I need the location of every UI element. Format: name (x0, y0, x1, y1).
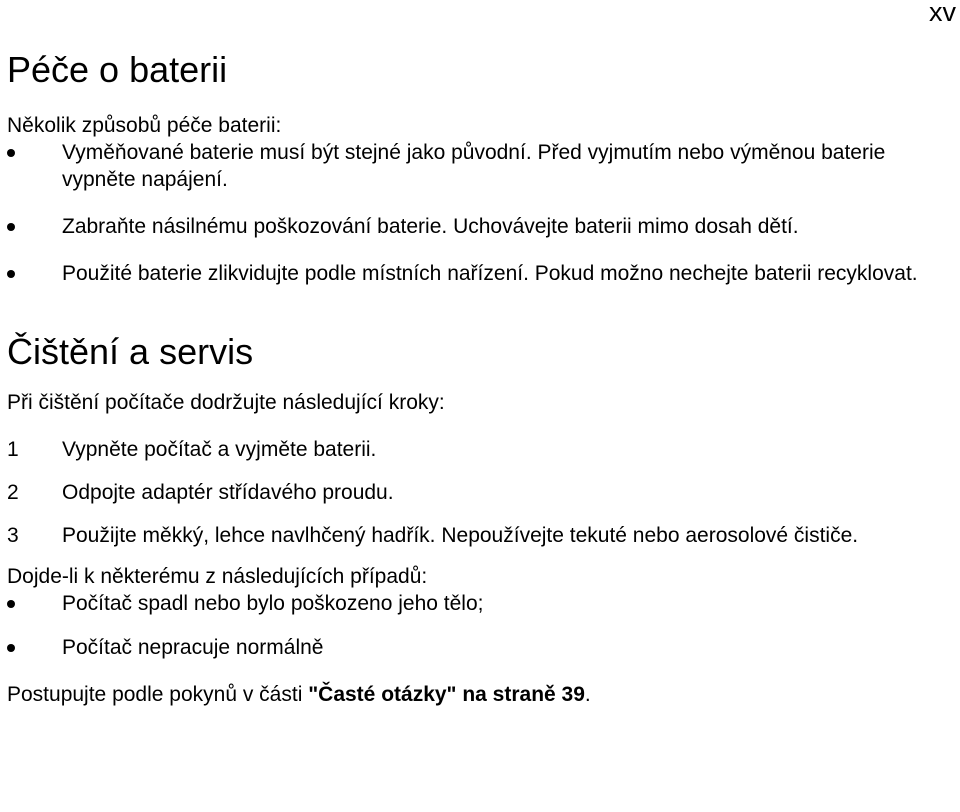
faq-reference: "Časté otázky" na straně 39 (308, 683, 585, 706)
list-item-text: Zabraňte násilnému poškozování baterie. Uchovávejte baterii mimo dosah dětí. (62, 215, 799, 238)
list-item (7, 139, 952, 193)
list-item-text: Počítač nepracuje normálně (62, 636, 324, 659)
bullet-icon (7, 270, 15, 278)
step-text: Odpojte adaptér střídavého proudu. (62, 481, 394, 504)
cleaning-steps-list (7, 436, 952, 549)
document-body (7, 48, 952, 708)
step-number: 1 (7, 438, 19, 461)
battery-care-list (7, 139, 952, 287)
step-item (7, 522, 952, 549)
closing-instruction (7, 681, 952, 708)
list-item (7, 634, 952, 661)
bullet-icon (7, 149, 15, 157)
cases-list (7, 590, 952, 661)
step-number: 3 (7, 524, 19, 547)
list-item-text: Počítač spadl nebo bylo poškozeno jeho tělo; (62, 592, 484, 615)
list-item (7, 213, 952, 240)
step-item (7, 479, 952, 506)
step-text: Použijte měkký, lehce navlhčený hadřík. Nepoužívejte tekuté nebo aerosolové čističe. (62, 524, 859, 547)
battery-care-intro: Několik způsobů péče baterii: (7, 114, 282, 137)
step-text: Vypněte počítač a vyjměte baterii. (62, 438, 377, 461)
page-number: xv (929, 0, 956, 27)
bullet-icon (7, 644, 15, 652)
list-item-text: Vyměňované baterie musí být stejné jako původní. Před vyjmutím nebo výměnou baterie vypněte napájení. (62, 141, 886, 191)
battery-care-heading: Péče o baterii (7, 49, 228, 90)
step-number: 2 (7, 481, 19, 504)
cases-intro: Dojde-li k některému z následujících případů: (7, 565, 428, 588)
list-item (7, 590, 952, 617)
bullet-icon (7, 600, 15, 608)
list-item (7, 260, 952, 287)
step-item (7, 436, 952, 463)
cleaning-intro: Při čištění počítače dodržujte následující kroky: (7, 391, 445, 414)
bullet-icon (7, 223, 15, 231)
closing-period: . (584, 683, 591, 706)
list-item-text: Použité baterie zlikvidujte podle místních nařízení. Pokud možno nechejte baterii recyklovat. (62, 262, 918, 285)
closing-text: Postupujte podle pokynů v části (7, 683, 309, 706)
cleaning-heading: Čištění a servis (7, 331, 254, 372)
